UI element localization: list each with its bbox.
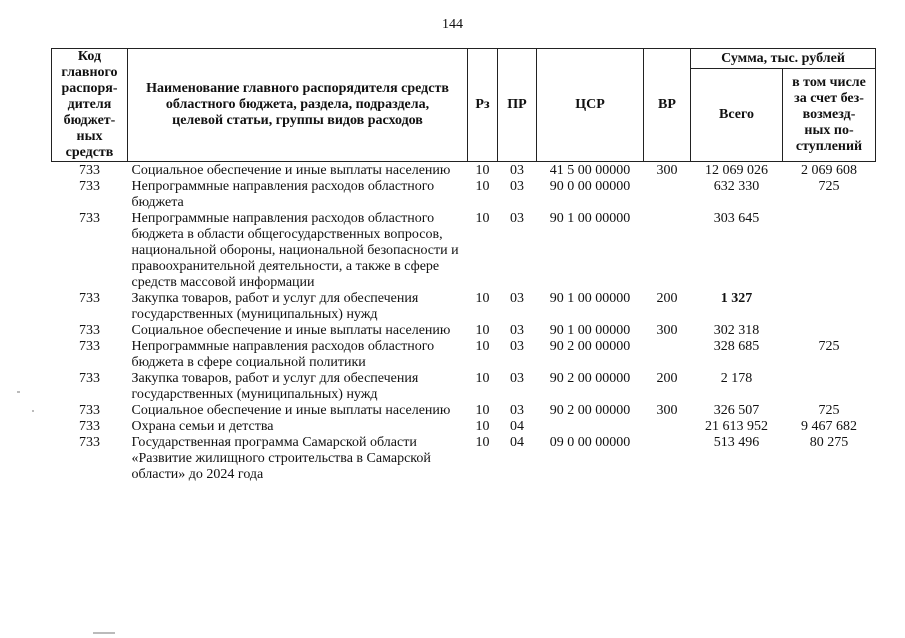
table-row [52,291,876,323]
table-row [52,162,876,180]
cell-free [783,323,876,339]
cell-pr: 03 [510,179,524,194]
cell-csr: 90 2 00 00000 [549,339,631,354]
budget-table [51,48,876,483]
table-row [52,323,876,339]
cell-pr: 03 [510,211,524,226]
cell-code: 733 [79,211,100,226]
cell-pr: 03 [510,403,524,418]
cell-free: 9 467 682 [801,419,857,434]
cell-vr [644,419,691,435]
cell-vr [644,211,691,291]
cell-total: 21 613 952 [705,419,768,434]
cell-code: 733 [79,179,100,194]
cell-total: 328 685 [713,339,760,354]
header-csr: ЦСР [537,49,644,162]
cell-pr: 03 [510,371,524,386]
cell-pr: 03 [510,339,524,354]
cell-csr: 90 1 00 00000 [549,291,631,306]
scan-speck [17,391,20,393]
cell-name: Социальное обеспечение и иные выплаты населению [131,403,451,418]
cell-name: Непрограммные направления расходов областного бюджета в области общегосударственных вопросов, национальной обороны, национальной безопасности и правоохранительной деятельности, а также в сфере средств массовой информации [131,211,459,290]
table-header [52,49,876,162]
cell-total: 12 069 026 [705,163,768,178]
table-row [52,211,876,291]
cell-code: 733 [79,323,100,338]
cell-name: Социальное обеспечение и иные выплаты населению [131,163,451,178]
cell-total: 326 507 [713,403,760,418]
cell-name: Государственная программа Самарской области «Развитие жилищного строительства в Самарской области» до 2024 года [131,435,431,482]
cell-code: 733 [79,291,100,306]
cell-vr: 200 [656,291,678,306]
cell-csr: 90 0 00 00000 [549,179,631,194]
cell-csr: 90 2 00 00000 [549,371,631,386]
cell-vr: 200 [656,371,678,386]
cell-csr: 41 5 00 00000 [549,163,631,178]
scan-speck [93,632,115,634]
cell-name: Социальное обеспечение и иные выплаты населению [131,323,451,338]
cell-rz: 10 [475,323,490,338]
cell-vr: 300 [656,403,678,418]
table-row [52,435,876,483]
cell-free: 725 [818,339,840,354]
cell-rz: 10 [475,211,490,226]
cell-name: Непрограммные направления расходов областного бюджета в сфере социальной политики [131,339,435,370]
cell-csr [537,419,644,435]
cell-rz: 10 [475,339,490,354]
cell-vr [644,339,691,371]
cell-total: 632 330 [713,179,760,194]
cell-total: 1 327 [720,291,753,306]
cell-pr: 03 [510,323,524,338]
cell-vr: 300 [656,323,678,338]
cell-csr: 90 2 00 00000 [549,403,631,418]
cell-free [783,211,876,291]
header-sum: Сумма, тыс. рублей [691,49,876,69]
header-vr: ВР [644,49,691,162]
cell-name: Закупка товаров, работ и услуг для обеспечения государственных (муниципальных) нужд [131,371,419,402]
scan-speck [32,410,34,412]
cell-total: 513 496 [713,435,760,450]
cell-name: Охрана семьи и детства [131,419,274,434]
cell-pr: 04 [510,419,524,434]
cell-rz: 10 [475,163,490,178]
cell-rz: 10 [475,435,490,450]
cell-rz: 10 [475,419,490,434]
cell-free: 80 275 [809,435,849,450]
header-code: Код главного распоря- дителя бюджет- ных средств [52,49,128,162]
header-total: Всего [691,69,783,162]
header-rz: Рз [468,49,498,162]
cell-free: 2 069 608 [801,163,857,178]
table-body [52,162,876,484]
cell-pr: 03 [510,163,524,178]
cell-pr: 03 [510,291,524,306]
cell-vr [644,435,691,483]
cell-total: 2 178 [720,371,753,386]
header-name: Наименование главного распорядителя средств областного бюджета, раздела, подраздела, целевой статьи, группы видов расходов [128,49,468,162]
cell-csr: 90 1 00 00000 [549,323,631,338]
cell-name: Закупка товаров, работ и услуг для обеспечения государственных (муниципальных) нужд [131,291,419,322]
cell-pr: 04 [510,435,524,450]
cell-csr: 90 1 00 00000 [549,211,631,226]
cell-vr [644,179,691,211]
cell-free [783,371,876,403]
cell-code: 733 [79,371,100,386]
cell-rz: 10 [475,291,490,306]
cell-code: 733 [79,339,100,354]
cell-rz: 10 [475,371,490,386]
cell-code: 733 [79,435,100,450]
cell-total: 303 645 [713,211,760,226]
cell-csr: 09 0 00 00000 [549,435,631,450]
table-row [52,419,876,435]
cell-free [783,291,876,323]
cell-code: 733 [79,163,100,178]
table-row [52,339,876,371]
cell-free: 725 [818,403,840,418]
table-row [52,371,876,403]
cell-vr: 300 [656,163,678,178]
cell-code: 733 [79,403,100,418]
header-free: в том числе за счет без- возмезд- ных по- ступлений [783,69,876,162]
table-row [52,403,876,419]
cell-rz: 10 [475,179,490,194]
table-row [52,179,876,211]
page-number: 144 [442,17,463,32]
header-pr: ПР [498,49,537,162]
cell-name: Непрограммные направления расходов областного бюджета [131,179,435,210]
cell-rz: 10 [475,403,490,418]
cell-total: 302 318 [713,323,760,338]
cell-code: 733 [79,419,100,434]
cell-free: 725 [818,179,840,194]
